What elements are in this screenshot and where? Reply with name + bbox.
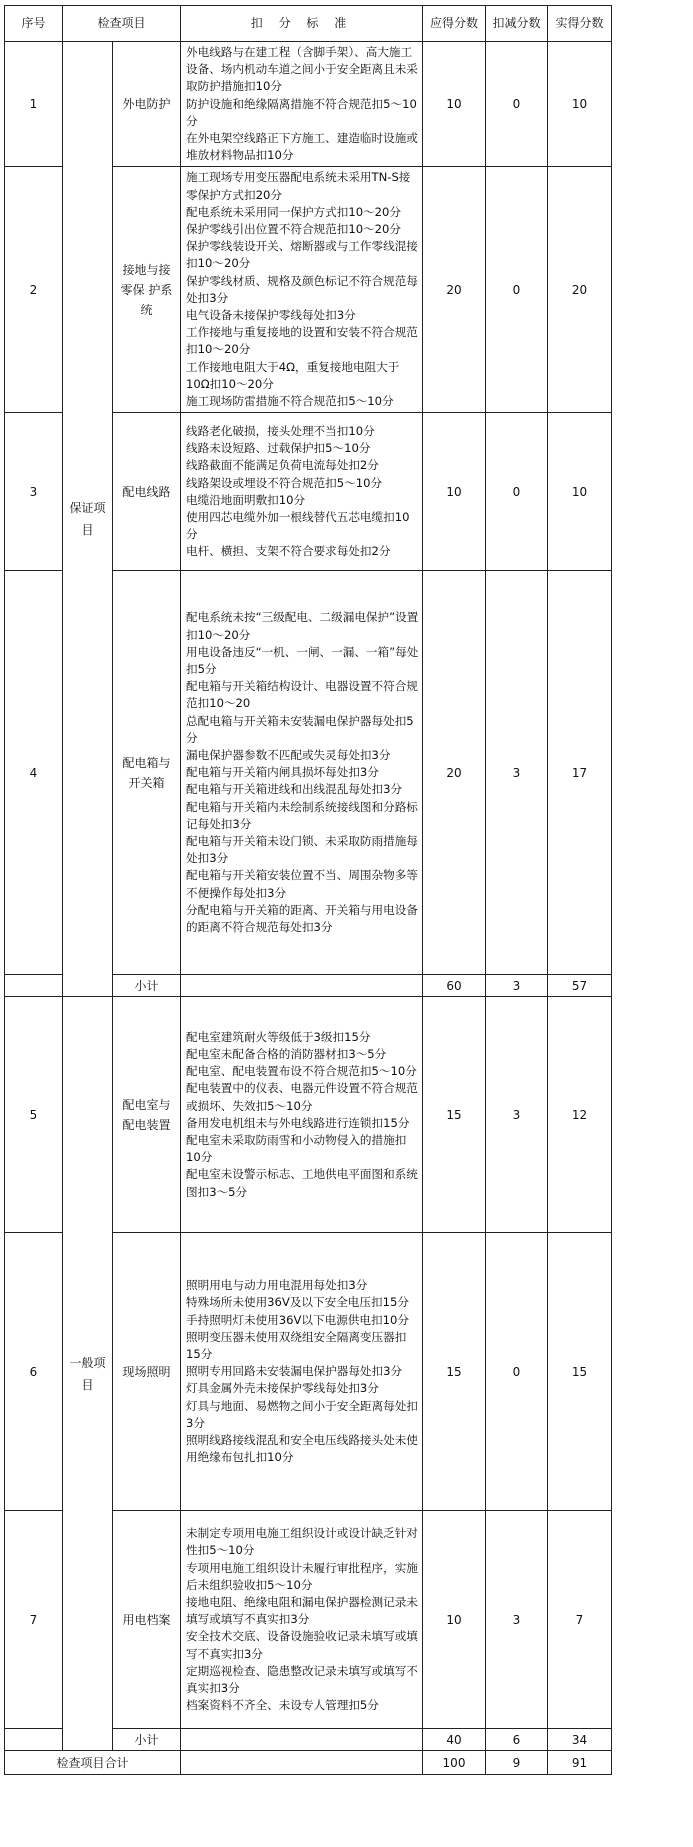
standard-line: 用电设备违反“一机、一闸、一漏、一箱”每处扣5分 [186,644,419,676]
category-general: 一般项目 [63,997,113,1751]
standard-line: 使用四芯电缆外加一根线替代五芯电缆扣10分 [186,509,410,542]
standard-line: 接地电阻、绝缘电阻和漏电保护器检测记录未填写或填写不真实扣3分 [186,1594,418,1627]
actual-score: 17 [548,571,612,975]
standard-line: 线路老化破损，接头处理不当扣10分 [186,423,375,438]
standard-line: 保护零线材质、规格及颜色标记不符合规范每处扣3分 [186,273,418,305]
subtotal-label: 小计 [113,1729,181,1751]
item-name: 配电箱与开关箱 [113,571,181,975]
standard-line: 施工现场防雷措施不符合规范扣5～10分 [186,394,394,409]
subtotal-deduct: 6 [486,1729,548,1751]
row-no: 7 [5,1511,63,1729]
actual-score: 10 [548,42,612,167]
deduct-score: 0 [486,413,548,571]
standard-line: 保护零线引出位置不符合规范扣10～20分 [186,222,402,237]
standard-cell [181,571,423,975]
actual-score: 15 [548,1233,612,1511]
header-item: 检查项目 [63,6,181,42]
standard-line: 工作接地电阻大于4Ω，重复接地电阻大于10Ω扣10～20分 [186,359,400,391]
due-score: 20 [423,571,486,975]
standard-line: 照明用电与动力用电混用每处扣3分 [186,1278,368,1293]
header-due: 应得分数 [423,6,486,42]
standard-line: 配电箱与开关箱内闸具损坏每处扣3分 [186,765,379,780]
item-name: 配电线路 [113,413,181,571]
standard-line: 特殊场所未使用36V及以下安全电压扣15分 [186,1295,409,1310]
total-label: 检查项目合计 [5,1751,181,1775]
inspection-table [4,5,612,1775]
standard-line: 照明专用回路未安装漏电保护器每处扣3分 [186,1364,403,1379]
standard-line: 配电箱与开关箱未设门锁、未采取防雨措施每处扣3分 [186,833,418,866]
score-sheet [4,5,612,1775]
actual-score: 10 [548,413,612,571]
standard-line: 定期巡视检查、隐患整改记录未填写或填写不真实扣3分 [186,1663,418,1695]
subtotal-actual: 34 [548,1729,612,1751]
standard-line: 配电系统未按“三级配电、二级漏电保护”设置扣10～20分 [186,610,419,642]
standard-line: 配电箱与开关箱结构设计、电器设置不符合规范扣10～20 [186,679,418,711]
header-no: 序号 [5,6,63,42]
total-due: 100 [423,1751,486,1775]
standard-line: 线路未设短路、过载保护扣5～10分 [186,441,371,456]
subtotal-actual: 57 [548,975,612,997]
deduct-score: 3 [486,997,548,1233]
table-row [5,42,612,167]
standard-line: 专项用电施工组织设计未履行审批程序，实施后未组织验收扣5～10分 [186,1560,418,1592]
standard-line: 安全技术交底、设备设施验收记录未填写或填写不真实扣3分 [186,1629,418,1661]
standard-line: 外电线路与在建工程（含脚手架）、高大施工设备、场内机动车道之间小于安全距离且未采取防护措施扣10分 [186,45,418,94]
header-deduct: 扣减分数 [486,6,548,42]
deduct-score: 0 [486,167,548,413]
item-name: 接地与接零保 护系统 [113,167,181,413]
standard-line: 灯具金属外壳未接保护零线每处扣3分 [186,1381,379,1396]
standard-cell [181,167,423,413]
empty-cell [181,975,423,997]
standard-line: 漏电保护器参数不匹配或失灵每处扣3分 [186,747,391,762]
standard-line: 配电室未设警示标志、工地供电平面图和系统图扣3～5分 [186,1167,418,1199]
standard-line: 保护零线装设开关、熔断器或与工作零线混接扣10～20分 [186,239,418,271]
subtotal-due: 40 [423,1729,486,1751]
standard-line: 灯具与地面、易燃物之间小于安全距离每处扣3分 [186,1398,418,1430]
standard-line: 在外电架空线路正下方施工、建造临时设施或堆放材料物品扣10分 [186,131,418,163]
standard-line: 配电装置中的仪表、电器元件设置不符合规范或损坏、失效扣5～10分 [186,1081,418,1113]
subtotal-due: 60 [423,975,486,997]
item-name: 配电室与配电装置 [113,997,181,1233]
standard-line: 线路架设或埋设不符合规范扣5～10分 [186,475,383,490]
deduct-score: 0 [486,1233,548,1511]
standard-line: 配电箱与开关箱安装位置不当、周围杂物多等不便操作每处扣3分 [186,868,418,900]
deduct-score: 3 [486,1511,548,1729]
empty-cell [181,1729,423,1751]
standard-line: 档案资料不齐全、未设专人管理扣5分 [186,1698,379,1713]
category-guarantee: 保证项目 [63,42,113,997]
standard-line: 施工现场专用变压器配电系统未采用TN-S接零保护方式扣20分 [186,170,411,202]
due-score: 10 [423,413,486,571]
row-no: 4 [5,571,63,975]
total-row [5,1751,612,1775]
due-score: 10 [423,1511,486,1729]
standard-line: 分配电箱与开关箱的距离、开关箱与用电设备的距离不符合规范每处扣3分 [186,902,418,934]
standard-line: 照明变压器未使用双绕组安全隔离变压器扣15分 [186,1329,407,1361]
standard-line: 线路截面不能满足负荷电流每处扣2分 [186,458,379,473]
item-name: 用电档案 [113,1511,181,1729]
total-actual: 91 [548,1751,612,1775]
actual-score: 12 [548,997,612,1233]
row-no: 6 [5,1233,63,1511]
standard-line: 配电室建筑耐火等级低于3级扣15分 [186,1029,371,1044]
standard-line: 防护设施和绝缘隔离措施不符合规范扣5～10分 [186,96,417,128]
standard-line: 手持照明灯未使用36V以下电源供电扣10分 [186,1312,409,1327]
standard-line: 总配电箱与开关箱未安装漏电保护器每处扣5分 [186,713,414,745]
due-score: 15 [423,997,486,1233]
deduct-score: 0 [486,42,548,167]
subtotal-label: 小计 [113,975,181,997]
standard-line: 备用发电机组未与外电线路进行连锁扣15分 [186,1115,410,1130]
deduct-score: 3 [486,571,548,975]
item-name: 现场照明 [113,1233,181,1511]
header-standard: 扣 分 标 准 [181,6,423,42]
table-row [5,997,612,1233]
standard-line: 电杆、横担、支架不符合要求每处扣2分 [186,544,391,559]
subtotal-deduct: 3 [486,975,548,997]
actual-score: 20 [548,167,612,413]
due-score: 15 [423,1233,486,1511]
standard-line: 电气设备未接保护零线每处扣3分 [186,308,356,323]
standard-cell [181,1233,423,1511]
due-score: 20 [423,167,486,413]
empty-cell [5,1729,63,1751]
standard-cell [181,997,423,1233]
row-no: 2 [5,167,63,413]
standard-line: 工作接地与重复接地的设置和安装不符合规范扣10～20分 [186,325,418,357]
item-name: 外电防护 [113,42,181,167]
empty-cell [181,1751,423,1775]
total-deduct: 9 [486,1751,548,1775]
standard-line: 未制定专项用电施工组织设计或设计缺乏针对性扣5～10分 [186,1526,418,1558]
standard-line: 配电室、配电装置布设不符合规范扣5～10分 [186,1064,417,1079]
standard-line: 照明线路接线混乱和安全电压线路接头处未使用绝缘布包扎扣10分 [186,1432,418,1465]
standard-line: 配电室未采取防雨雪和小动物侵入的措施扣10分 [186,1132,407,1165]
empty-cell [5,975,63,997]
standard-line: 配电箱与开关箱进线和出线混乱每处扣3分 [186,782,403,797]
header-row [5,6,612,42]
row-no: 3 [5,413,63,571]
standard-line: 配电箱与开关箱内未绘制系统接线图和分路标记每处扣3分 [186,799,418,831]
actual-score: 7 [548,1511,612,1729]
row-no: 5 [5,997,63,1233]
standard-cell [181,42,423,167]
standard-cell [181,413,423,571]
header-actual: 实得分数 [548,6,612,42]
standard-line: 配电系统未采用同一保护方式扣10～20分 [186,204,402,219]
due-score: 10 [423,42,486,167]
row-no: 1 [5,42,63,167]
standard-cell [181,1511,423,1729]
standard-line: 电缆沿地面明敷扣10分 [186,492,306,507]
standard-line: 配电室未配备合格的消防器材扣3～5分 [186,1046,387,1061]
